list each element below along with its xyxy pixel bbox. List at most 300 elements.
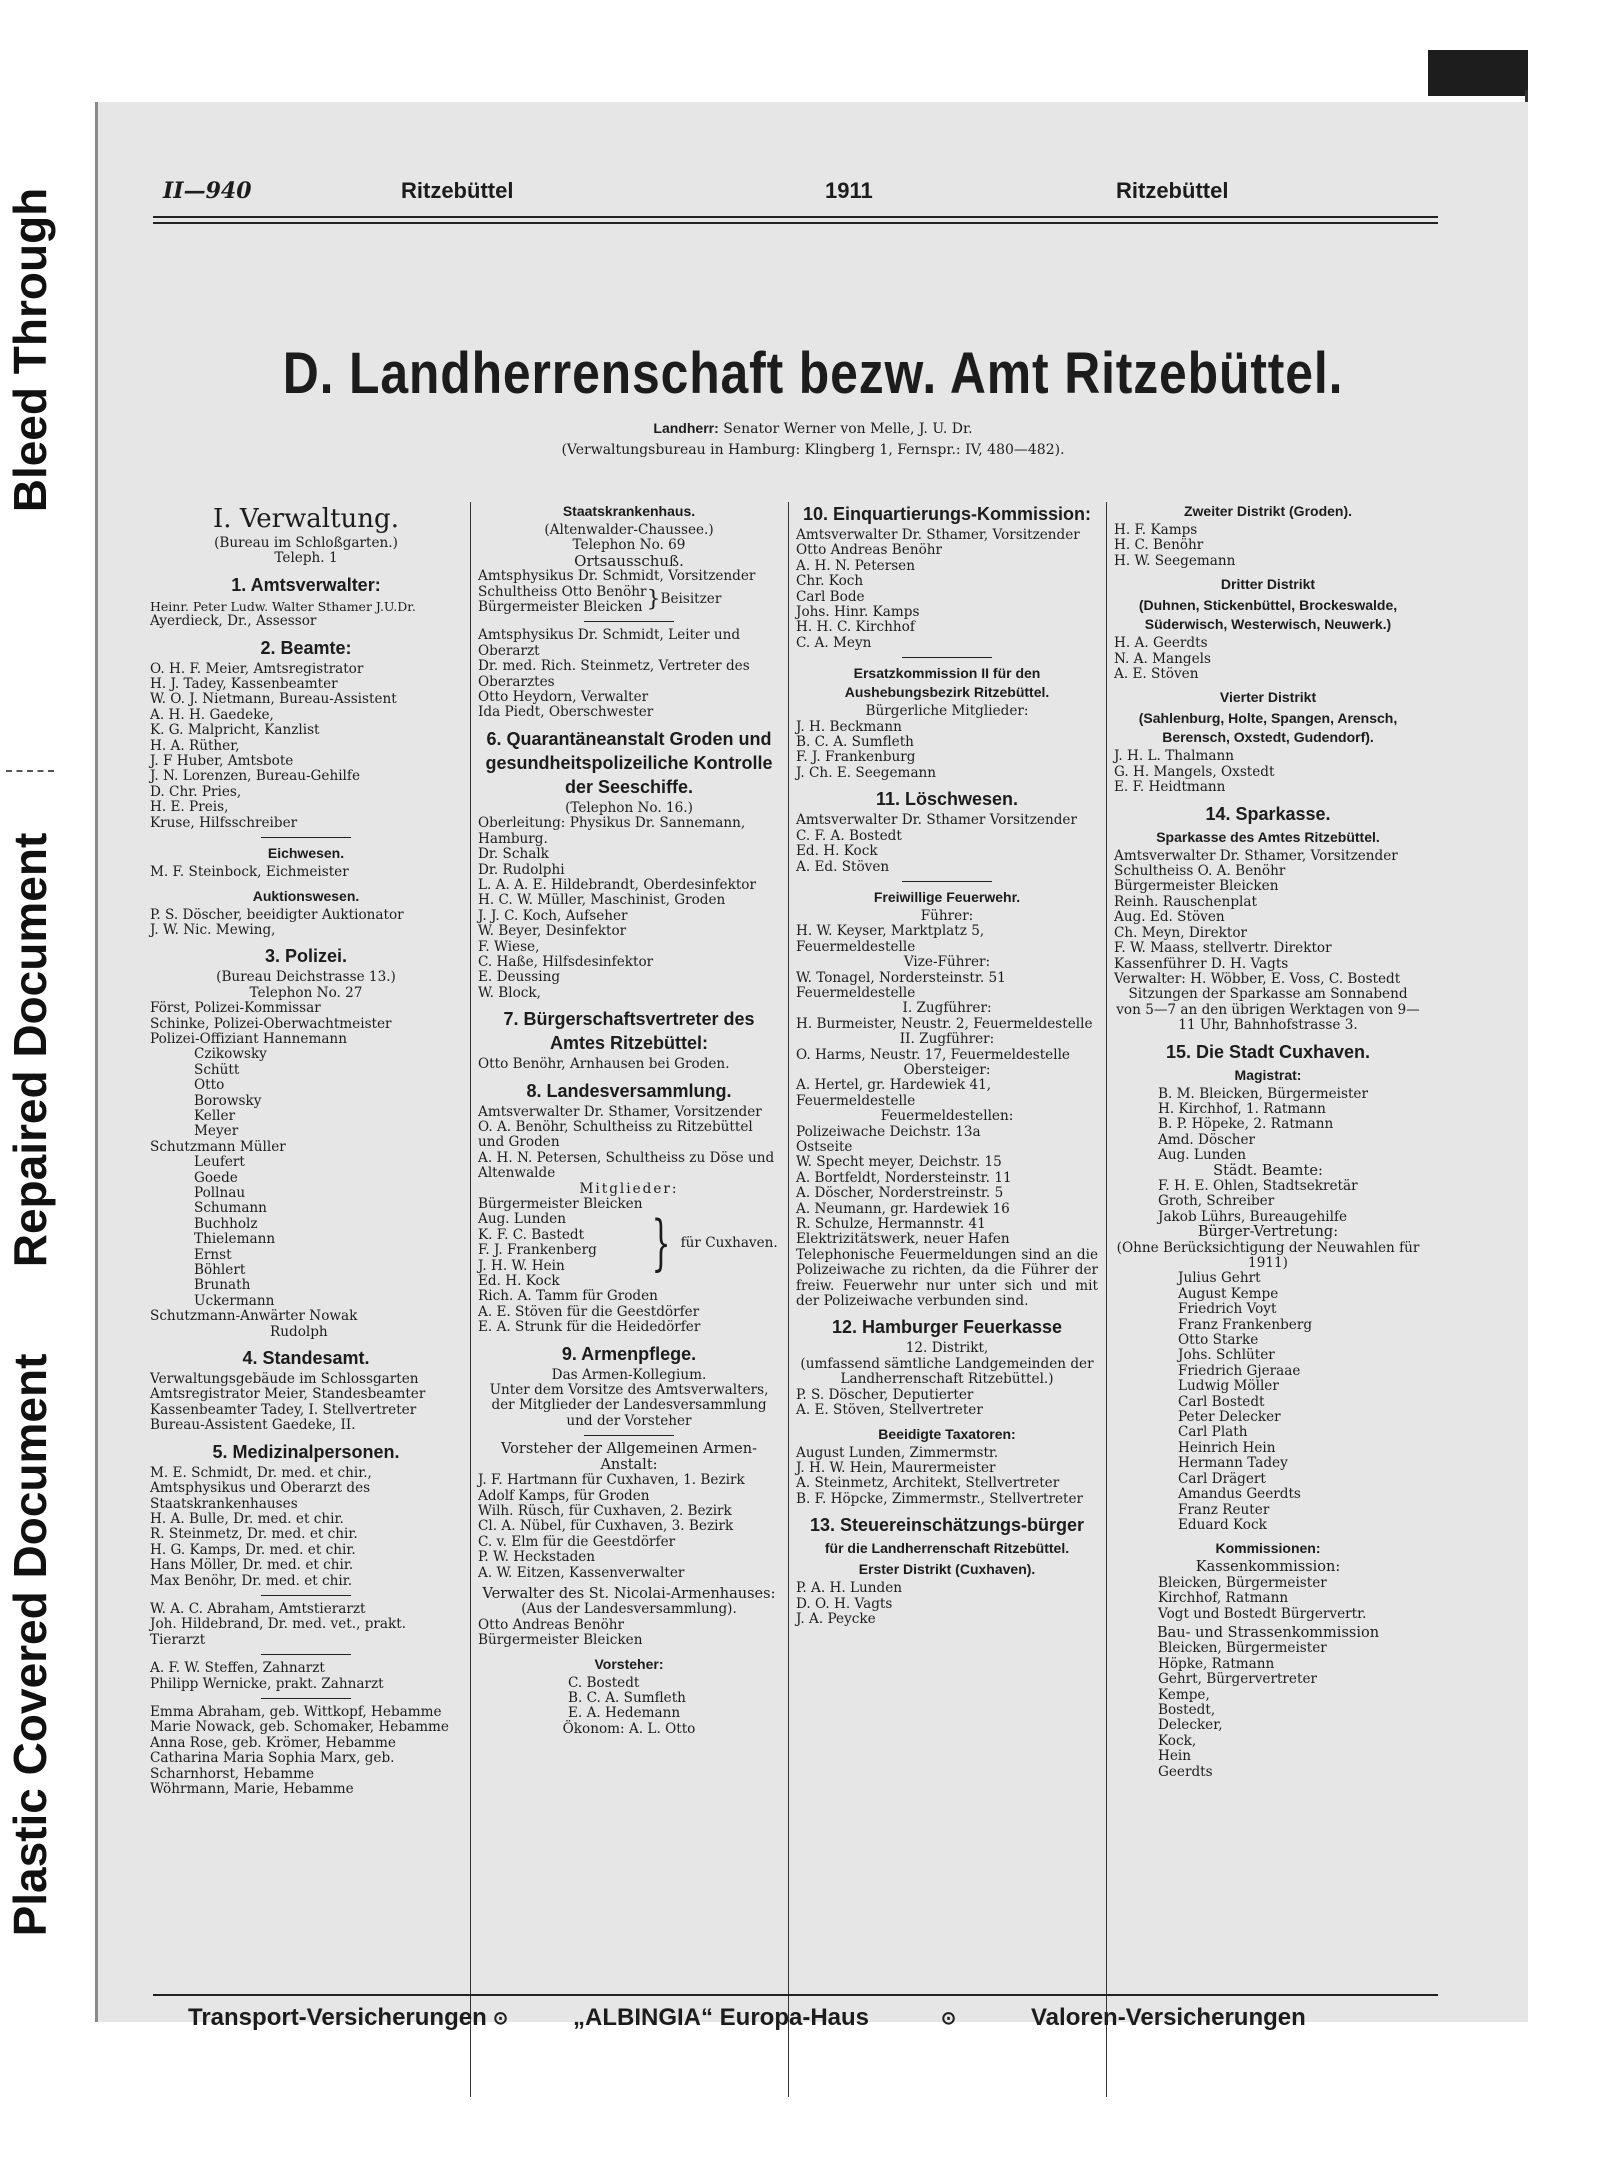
sidebar-divider [6, 770, 54, 772]
sidebar-label-bleed-through: Bleed Through [4, 187, 56, 513]
erster-title: Erster Distrikt (Cuxhaven). [858, 1561, 1036, 1578]
list-item: F. W. Maass, stellvertr. Direktor [1114, 940, 1332, 957]
ersatz-subtitle: Bürgerliche Mitglieder: [865, 703, 1029, 720]
list-item: A. E. Stöven [1114, 666, 1199, 683]
list-item: Cl. A. Nübel, für Cuxhaven, 3. Bezirk [478, 1518, 734, 1535]
footer-right: Valoren-Versicherungen [1031, 2004, 1306, 2031]
feuerkasse-scope: (umfassend sämtliche Landgemeinden der Landherrenschaft Ritzebüttel.) [800, 1355, 1094, 1388]
list-item: Buchholz [194, 1215, 258, 1232]
kommissionen-title: Kommissionen: [1215, 1540, 1321, 1557]
amtsverwalter-title: 1. Amtsverwalter: [231, 574, 381, 595]
footer-center: „ALBINGIA“ Europa-Haus [573, 2004, 870, 2031]
list-item: J. H. Beckmann [796, 718, 902, 735]
separator [261, 837, 351, 838]
list-item: H. J. Tadey, Kassenbeamter [150, 676, 338, 693]
list-item: Ch. Meyn, Direktor [1114, 924, 1248, 941]
list-item: H. A. Bulle, Dr. med. et chir. [150, 1510, 344, 1527]
meldestellen-list [796, 1125, 1098, 1248]
list-item: C. v. Elm für die Geestdörfer [478, 1533, 676, 1550]
landherr-line [98, 420, 1528, 437]
list-item: Johs. Hinr. Kamps [796, 604, 920, 621]
header-left-title: Ritzebüttel [401, 178, 514, 203]
medizinal-title: 5. Medizinalpersonen. [212, 1441, 400, 1462]
standesamt-list [150, 1372, 462, 1434]
list-item: H. A. Rüther, [150, 737, 240, 754]
list-item: Bürgermeister Bleicken [1114, 878, 1279, 895]
vorsteher-allg-list [478, 1473, 780, 1581]
vorsteher-list [478, 1676, 780, 1722]
list-item: Reinh. Rauschenplat [1114, 893, 1257, 910]
header-year: 1911 [825, 178, 873, 203]
list-item: J. N. Lorenzen, Bureau-Gehilfe [150, 768, 360, 785]
beisitzer-label: Beisitzer [660, 591, 722, 608]
loesch-title: 11. Löschwesen. [875, 789, 1019, 810]
list-item: B. F. Höpcke, Zimmermstr., Stellvertreter [796, 1490, 1084, 1507]
list-item: Ed. H. Kock [478, 1273, 560, 1290]
list-item: Friedrich Voyt [1178, 1301, 1277, 1318]
list-item: K. G. Malpricht, Kanzlist [150, 722, 320, 739]
list-item: Amandus Geerdts [1178, 1486, 1301, 1503]
zweiter-list [1114, 523, 1422, 569]
landesvers-title: 8. Landesversammlung. [526, 1080, 732, 1101]
brace: } [646, 587, 661, 613]
list-item: Oberleitung: Physikus Dr. Sannemann, Hamburg. [478, 815, 746, 847]
list-item: H. H. C. Kirchhof [796, 619, 915, 636]
list-item: Böhlert [194, 1262, 246, 1279]
column-3 [796, 502, 1098, 1627]
list-item: Dr. med. Rich. Steinmetz, Vertreter des Oberarztes [478, 658, 750, 690]
footer-left: Transport-Versicherungen [188, 2004, 487, 2031]
list-item: A. E. Stöven, Stellvertreter [796, 1402, 983, 1419]
list-item: Jakob Lührs, Bureaugehilfe [1158, 1208, 1348, 1225]
list-item: W. Tonagel, Nordersteinstr. 51 Feuermeldestelle [796, 969, 1006, 1001]
list-item: C. F. A. Bostedt [796, 827, 902, 844]
list-item: A. Steinmetz, Architekt, Stellvertreter [796, 1475, 1060, 1492]
separator [584, 621, 674, 622]
zug2-label: II. Zugführer: [899, 1031, 995, 1048]
list-item: Anna Rose, geb. Krömer, Hebamme [150, 1734, 396, 1751]
sparkasse-subtitle: Sparkasse des Amtes Ritzebüttel. [1156, 828, 1380, 845]
sparkasse-title: 14. Sparkasse. [1205, 803, 1331, 824]
column-divider [1106, 502, 1107, 2097]
beamte-list [150, 662, 462, 831]
staatskranken-title: Staatskrankenhaus. [562, 503, 696, 519]
bullet-icon: ⊙ [941, 2008, 957, 2028]
list-item: Carl Bostedt [1178, 1393, 1265, 1410]
list-item: J. H. W. Hein, Maurermeister [796, 1459, 996, 1476]
obersteiger-label: Obersteiger: [903, 1061, 991, 1078]
list-item: B. P. Höpeke, 2. Ratmann [1158, 1116, 1334, 1133]
list-item: Amtsregistrator Meier, Standesbeamter [150, 1386, 426, 1403]
list-item: Chr. Koch [796, 573, 864, 590]
list-item: W. Specht meyer, Deichstr. 15 [796, 1154, 1002, 1171]
vize-label: Vize-Führer: [903, 954, 991, 971]
list-item: Hans Möller, Dr. med. et chir. [150, 1557, 354, 1574]
list-item: J. F. Hartmann für Cuxhaven, 1. Bezirk [478, 1472, 745, 1489]
list-item: Amtsverwalter Dr. Sthamer Vorsitzender [796, 812, 1077, 829]
einquart-title: 10. Einquartierungs-Kommission: [802, 504, 1092, 524]
list-item: J. F Huber, Amtsbote [150, 753, 294, 770]
kassen-list [1114, 1576, 1422, 1622]
verwaltung-title: I. Verwaltung. [213, 504, 399, 534]
list-item: Otto [194, 1077, 225, 1094]
verwaltung-subtitle: (Bureau im Schloßgarten.) [214, 535, 398, 551]
list-item: August Lunden, Zimmermstr. [796, 1444, 999, 1461]
dritter-subtitle: (Duhnen, Stickenbüttel, Brockeswalde, Süderwisch, Westerwisch, Neuwerk.) [1138, 597, 1398, 633]
list-item: C. Haße, Hilfsdesinfektor [478, 953, 654, 970]
beamte-title: 2. Beamte: [260, 637, 352, 658]
sparkasse-note: Sitzungen der Sparkasse am Sonnabend von 5—7 an den übrigen Werktagen von 9—11 Uhr, Bahnhofstrasse 3. [1116, 986, 1420, 1034]
footer-rule [153, 1994, 1438, 1996]
krankenhaus-staff-list [478, 628, 780, 720]
bau-title: Bau- und Strassenkommission [1156, 1624, 1380, 1641]
list-item: Amd. Döscher [1158, 1131, 1256, 1148]
staatskranken-address: (Altenwalder-Chaussee.) [544, 522, 714, 538]
mitglieder-block [478, 1197, 780, 1289]
hebammen-list [150, 1705, 462, 1797]
meldestellen-label: Feuermeldestellen: [880, 1108, 1014, 1125]
list-item: J. J. C. Koch, Aufseher [478, 907, 628, 924]
list-item: Kruse, Hilfsschreiber [150, 814, 298, 831]
list-item: M. E. Schmidt, Dr. med. et chir., Amtsphysikus und Oberarzt des Staatskrankenhauses [150, 1464, 372, 1512]
vierter-title: Vierter Distrikt [1219, 689, 1317, 706]
beisitzer-block [478, 585, 780, 616]
ersatz-list [796, 720, 1098, 782]
ortsausschuss-title: Ortsausschuß. [574, 551, 684, 570]
list-item: A. H. H. Gaedeke, [150, 706, 274, 723]
list-item: A. Bortfeldt, Nordersteinstr. 11 [796, 1169, 1012, 1186]
list-item: Bürgermeister Bleicken [478, 599, 643, 616]
list-item: M. F. Steinbock, Eichmeister [150, 864, 349, 881]
list-item: Rich. A. Tamm für Groden [478, 1288, 658, 1305]
auktion-title: Auktionswesen. [252, 887, 360, 904]
list-item: Otto Andreas Benöhr [478, 1616, 625, 1633]
fuehrer-label: Führer: [920, 907, 974, 924]
beamte-list [1114, 1179, 1422, 1225]
list-item: C. Bostedt [568, 1674, 640, 1691]
nicolai-list [478, 1618, 780, 1649]
erster-list [796, 1581, 1098, 1627]
list-item: Polizeiwache Deichstr. 13a [796, 1123, 981, 1140]
list-item: F. Wiese, [478, 938, 540, 955]
list-item: D. Chr. Pries, [150, 783, 242, 800]
quarantaene-title: 6. Quarantäneanstalt Groden und gesundheitspolizeiliche Kontrolle der Seeschiffe. [485, 728, 773, 797]
mitglieder-list [478, 1197, 642, 1289]
sidebar-label-plastic: Plastic Covered Document [4, 1353, 56, 1937]
meldestellen-note: Telephonische Feuermeldungen sind an die Polizeiwache zu richten, da die Führer der freiw. Feuerwehr nur unter sich und mit der Polizeiwache verbunden sind. [796, 1246, 1098, 1310]
zweiter-title: Zweiter Distrikt (Groden). [1183, 503, 1353, 519]
verwaltung-phone: Teleph. 1 [274, 550, 338, 567]
mitglieder-title: Mitglieder: [579, 1180, 679, 1197]
list-item: Elektrizitätswerk, neuer Hafen [796, 1231, 1010, 1248]
page-title: D. Landherrenschaft bezw. Amt Ritzebüttel. [282, 341, 1344, 406]
list-item: Amtsverwalter Dr. Sthamer, Vorsitzender [1114, 847, 1398, 864]
list-item: W. Block, [478, 984, 541, 1001]
list-item: P. S. Döscher, beeidigter Auktionator [150, 906, 404, 923]
list-item: Marie Nowack, geb. Schomaker, Hebamme [150, 1719, 449, 1736]
header-rule-2 [153, 222, 1438, 224]
list-item: Kirchhof, Ratmann [1158, 1590, 1289, 1607]
list-item: H. C. Benöhr [1114, 537, 1204, 554]
list-item: Dr. Rudolphi [478, 861, 565, 878]
list-item: August Kempe [1178, 1285, 1279, 1302]
separator [261, 1698, 351, 1699]
list-item: C. A. Meyn [796, 634, 872, 651]
list-item: O. A. Benöhr, Schultheiss zu Ritzebüttel und Groden [478, 1118, 753, 1151]
list-item: B. C. A. Sumfleth [568, 1689, 686, 1706]
landherr-name: Senator Werner von Melle, J. U. Dr. [723, 421, 973, 437]
list-item: Otto Heydorn, Verwalter [478, 689, 649, 706]
list-item: A. Döscher, Norderstreinstr. 5 [796, 1185, 1004, 1202]
eichwesen-title: Eichwesen. [267, 845, 345, 862]
list-item: Bürgermeister Bleicken [478, 1196, 643, 1212]
list-item: W. Beyer, Desinfektor [478, 923, 627, 940]
list-item: Aug. Lunden [1158, 1147, 1246, 1164]
page-number: II—940 [163, 178, 252, 204]
column-divider [788, 502, 789, 2097]
list-item: Otto Starke [1178, 1332, 1259, 1349]
list-item: Schutzmann Müller [150, 1138, 286, 1155]
list-item: Julius Gehrt [1178, 1270, 1261, 1287]
list-item: Wöhrmann, Marie, Hebamme [150, 1781, 354, 1797]
kassen-title: Kassenkommission: [1195, 1559, 1341, 1576]
list-item: L. A. A. E. Hildebrandt, Oberdesinfektor [478, 876, 756, 893]
list-item: E. A. Strunk für die Heidedörfer [478, 1319, 701, 1336]
list-item: O. H. F. Meier, Amtsregistrator [150, 660, 364, 677]
list-item: Borowsky [194, 1092, 262, 1109]
list-item: J. Ch. E. Seegemann [796, 764, 937, 781]
dritter-title: Dritter Distrikt [1220, 576, 1316, 593]
list-item: Verwaltungsgebäude im Schlossgarten [150, 1371, 419, 1388]
list-item: E. Deussing [478, 969, 561, 986]
polizei-offiziant-list [150, 1047, 462, 1139]
beamte-title: Städt. Beamte: [1213, 1162, 1323, 1179]
list-item: E. A. Hedemann [568, 1705, 681, 1722]
list-item: Thielemann [194, 1231, 276, 1248]
list-item: Aug. Ed. Stöven [1114, 909, 1225, 926]
list-item: J. H. W. Hein [478, 1257, 565, 1274]
list-item: A. F. W. Steffen, Zahnarzt [150, 1660, 325, 1677]
separator [261, 1654, 351, 1655]
magistrat-list [1114, 1087, 1422, 1164]
page-header [163, 178, 1423, 214]
list-item: Först, Polizei-Kommissar [150, 1000, 321, 1017]
tierarzt-list [150, 1602, 462, 1648]
list-item: Eduard Kock [1178, 1516, 1267, 1533]
medizinal-list [150, 1466, 462, 1589]
dritter-list [1114, 636, 1422, 682]
list-item: Johs. Schlüter [1178, 1347, 1275, 1364]
separator [902, 657, 992, 658]
list-item: A. Ed. Stöven [796, 858, 890, 875]
vierter-subtitle: (Sahlenburg, Holte, Spangen, Arensch, Berensch, Oxstedt, Gudendorf). [1138, 710, 1398, 746]
polizei-title: 3. Polizei. [264, 946, 348, 967]
separator [902, 881, 992, 882]
list-item: Bureau-Assistent Gaedeke, II. [150, 1417, 356, 1434]
list-item: Max Benöhr, Dr. med. et chir. [150, 1572, 353, 1589]
list-item: H. W. Keyser, Marktplatz 5, Feuermeldestelle [796, 923, 985, 955]
list-item: Adolf Kamps, für Groden [478, 1487, 650, 1504]
list-item: H. Burmeister, Neustr. 2, Feuermeldestelle [796, 1015, 1093, 1032]
polizei-phone: Telephon No. 27 [249, 984, 363, 1001]
list-item: H. F. Kamps [1114, 522, 1198, 538]
mitglieder-label: für Cuxhaven. [680, 1234, 778, 1251]
list-item: Hermann Tadey [1178, 1455, 1288, 1472]
list-item: Joh. Hildebrand, Dr. med. vet., prakt. Tierarzt [150, 1616, 407, 1648]
feuerwehr-title: Freiwillige Feuerwehr. [873, 888, 1021, 905]
header-right-title: Ritzebüttel [1116, 178, 1229, 203]
ersatz-title: Ersatzkommission II für den Aushebungsbezirk Ritzebüttel. [844, 665, 1050, 701]
list-item: B. C. A. Sumfleth [796, 734, 914, 751]
list-item: J. H. L. Thalmann [1114, 748, 1234, 765]
feuerkasse-district: 12. Distrikt, [905, 1340, 989, 1357]
magistrat-title: Magistrat: [1234, 1066, 1302, 1083]
list-item: Uckermann [194, 1292, 275, 1309]
list-item: Amtsverwalter Dr. Sthamer, Vorsitzender [478, 1103, 762, 1120]
list-item: Goede [194, 1169, 238, 1186]
polizei-list [150, 1001, 462, 1047]
staatskranken-phone: Telephon No. 69 [572, 537, 686, 554]
list-item: Wilh. Rüsch, für Cuxhaven, 2. Bezirk [478, 1502, 732, 1519]
list-item: B. M. Bleicken, Bürgermeister [1158, 1085, 1368, 1102]
standesamt-title: 4. Standesamt. [242, 1348, 370, 1369]
list-item: Schinke, Polizei-Oberwachtmeister [150, 1015, 392, 1032]
list-item: Franz Frankenberg [1178, 1316, 1313, 1333]
list-item: R. Schulze, Hermannstr. 41 [796, 1216, 986, 1233]
list-item: Vogt und Bostedt Bürgervertr. [1158, 1605, 1367, 1622]
list-item: Bleicken, Bürgermeister [1158, 1574, 1327, 1591]
zug1-label: I. Zugführer: [902, 1000, 992, 1017]
list-item: Polizei-Offiziant Hannemann [150, 1030, 347, 1047]
landesvers-list [478, 1105, 780, 1182]
list-item: Heinrich Hein [1178, 1439, 1276, 1456]
vorsteher-allg-title: Vorsteher der Allgemeinen Armen-Anstalt: [501, 1441, 757, 1473]
document-page [95, 102, 1528, 2031]
list-item: Amtsphysikus Dr. Schmidt, Vorsitzender [478, 568, 756, 585]
list-item: Catharina Maria Sophia Marx, geb. Scharnhorst, Hebamme [150, 1750, 395, 1782]
list-item: Leufert [194, 1154, 245, 1171]
bullet-icon: ⊙ [493, 2008, 509, 2028]
list-item: H. G. Kamps, Dr. med. et chir. [150, 1541, 356, 1558]
feuerkasse-title: 12. Hamburger Feuerkasse [831, 1317, 1063, 1338]
vertretung-title: Bürger-Vertretung: [1197, 1224, 1339, 1241]
list-item: Otto Benöhr, Arnhausen bei Groden. [478, 1056, 730, 1073]
list-item: H. A. Geerdts [1114, 635, 1208, 652]
list-item: Rudolph [270, 1323, 328, 1340]
sparkasse-list [1114, 849, 1422, 988]
list-item: Amtsphysikus Dr. Schmidt, Leiter und Oberarzt [478, 627, 741, 659]
list-item: Emma Abraham, geb. Wittkopf, Hebamme [150, 1703, 442, 1720]
list-item: P. S. Döscher, Deputierter [796, 1386, 974, 1403]
oekonom: Ökonom: A. L. Otto [562, 1720, 696, 1737]
list-item: Ida Piedt, Oberschwester [478, 704, 654, 721]
bau-list [1114, 1641, 1422, 1780]
list-item: Amtsverwalter Dr. Sthamer, Vorsitzender [796, 527, 1080, 543]
list-item: H. W. Seegemann [1114, 552, 1236, 569]
list-item: Hein [1158, 1748, 1192, 1765]
list-item: Keller [194, 1107, 236, 1124]
list-item: H. Kirchhof, 1. Ratmann [1158, 1100, 1326, 1117]
list-item: Schultheiss Otto Benöhr [478, 583, 647, 600]
armen-title: 9. Armenpflege. [561, 1343, 697, 1364]
list-item: Kock, [1158, 1732, 1197, 1749]
list-item: A. H. N. Petersen [796, 557, 915, 574]
list-item: Peter Delecker [1178, 1409, 1281, 1426]
armen-text: Unter dem Vorsitze des Amtsverwalters, der Mitglieder der Landesversammlung und der Vorsteher [489, 1382, 769, 1429]
list-item: Philipp Wernicke, prakt. Zahnarzt [150, 1675, 384, 1692]
list-item: A. Hertel, gr. Hardewiek 41, Feuermeldestelle [796, 1077, 992, 1109]
vorsteher-title: Vorsteher: [594, 1655, 664, 1672]
list-item: Kempe, [1158, 1686, 1210, 1703]
list-item: Schütt [194, 1061, 240, 1078]
separator [584, 1435, 674, 1436]
sidebar [0, 0, 70, 2177]
list-item: Ernst [194, 1246, 232, 1263]
vertretung-subtitle: (Ohne Berücksichtigung der Neuwahlen für 1911) [1116, 1239, 1420, 1271]
list-item: Schultheiss O. A. Benöhr [1114, 863, 1286, 880]
list-item: J. A. Peycke [796, 1610, 876, 1627]
list-item: Dr. Schalk [478, 846, 549, 863]
column-2 [478, 502, 780, 1737]
list-item: G. H. Mangels, Oxstedt [1114, 763, 1275, 780]
list-item: W. O. J. Nietmann, Bureau-Assistent [150, 691, 397, 708]
list-item: Kassenführer D. H. Vagts [1114, 955, 1289, 972]
list-item: Bürgermeister Bleicken [478, 1632, 643, 1649]
list-item: Franz Reuter [1178, 1501, 1270, 1518]
list-item: Gehrt, Bürgervertreter [1158, 1671, 1317, 1688]
list-item: K. F. C. Bastedt [478, 1226, 585, 1243]
list-item: Verwalter: H. Wöbber, E. Voss, C. Bostedt [1114, 970, 1401, 987]
list-item: Ed. H. Kock [796, 843, 878, 860]
list-item: R. Steinmetz, Dr. med. et chir. [150, 1526, 358, 1543]
polizei-subtitle: (Bureau Deichstrasse 13.) [216, 969, 396, 986]
column-1 [150, 502, 462, 1797]
list-item: Groth, Schreiber [1158, 1193, 1275, 1210]
list-item: Carl Drägert [1178, 1470, 1266, 1487]
list-item: F. J. Frankenberg [478, 1242, 597, 1259]
sidebar-label-repaired: Repaired Document [4, 832, 56, 1268]
steuer-subtitle: für die Landherrenschaft Ritzebüttel. [824, 1540, 1070, 1557]
list-item: P. A. H. Lunden [796, 1580, 903, 1597]
list-item: H. E. Preis, [150, 799, 229, 816]
list-item: Carl Bode [796, 588, 865, 605]
list-item: Bostedt, [1158, 1701, 1216, 1718]
nicolai-subtitle: (Aus der Landesversammlung). [521, 1601, 737, 1618]
list-item: A. Neumann, gr. Hardewiek 16 [796, 1200, 1010, 1217]
list-item: Kassenbeamter Tadey, I. Stellvertreter [150, 1401, 417, 1418]
list-item: Otto Andreas Benöhr [796, 542, 943, 559]
column-divider [470, 502, 471, 2097]
list-item: Bleicken, Bürgermeister [1158, 1640, 1327, 1657]
list-item: O. Harms, Neustr. 17, Feuermeldestelle [796, 1046, 1070, 1063]
list-item: Aug. Lunden [478, 1211, 566, 1228]
quarantaene-phone: (Telephon No. 16.) [565, 799, 693, 816]
einquart-list [796, 528, 1098, 651]
list-item: Carl Plath [1178, 1424, 1248, 1441]
list-item: Meyer [194, 1123, 239, 1140]
list-item: A. W. Eitzen, Kassenverwalter [478, 1564, 685, 1581]
steuer-title: 13. Steuereinschätzungs-bürger [809, 1515, 1085, 1536]
list-item: W. A. C. Abraham, Amtstierarzt [150, 1600, 366, 1617]
list-item: Czikowsky [194, 1046, 267, 1063]
armen-subtitle: Das Armen-Kollegium. [551, 1366, 707, 1383]
list-item: Delecker, [1158, 1717, 1223, 1734]
list-item: Ludwig Möller [1178, 1378, 1279, 1395]
vertretung-list [1114, 1271, 1422, 1533]
vierter-list [1114, 749, 1422, 795]
list-item: Höpke, Ratmann [1158, 1655, 1275, 1672]
list-item: J. W. Nic. Mewing, [150, 921, 276, 938]
